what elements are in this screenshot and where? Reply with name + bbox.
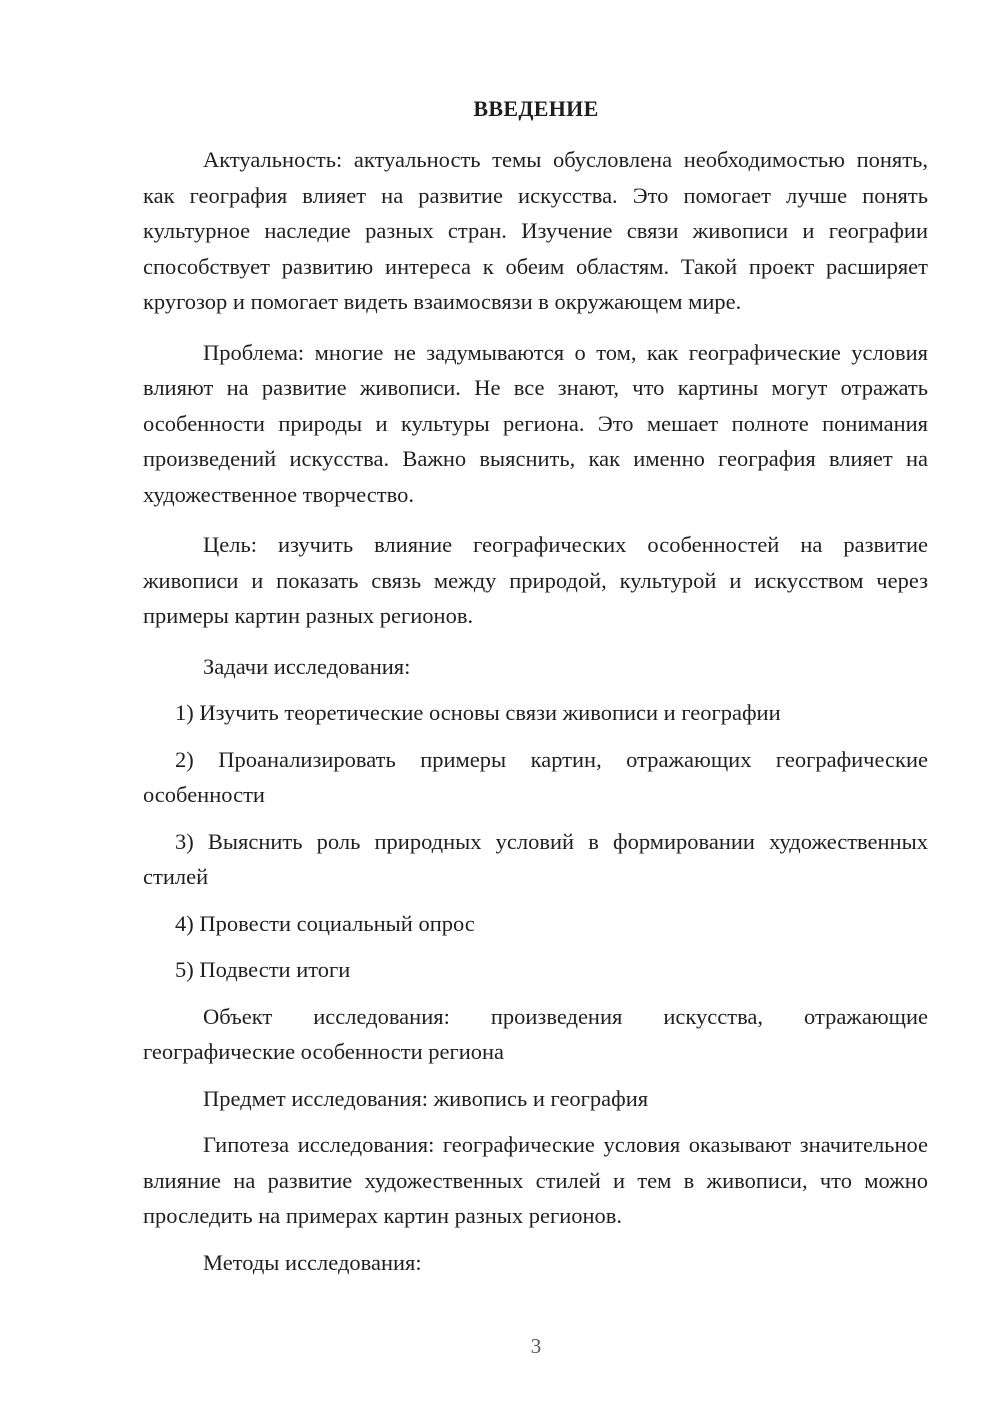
paragraph-subject: Предмет исследования: живопись и география xyxy=(203,1085,649,1111)
paragraph-tasks-heading: Задачи исследования: xyxy=(203,653,411,679)
paragraph-problem: Проблема: многие не задумываются о том, как географические условия влияют на развитие живописи. Не все знают, что картины могут отражать особенности природы и культуры региона. Это мешает полноте понимания произведений искусства. Важно выяснить, как именно география влияет на художественное творчество. xyxy=(143,339,928,507)
paragraph-relevance: Актуальность: актуальность темы обусловлена необходимостью понять, как география влияет на развитие искусства. Это помогает лучше понять культурное наследие разных стран. Изучение связи живописи и географии способствует развитию интереса к обеим областям. Такой проект расширяет кругозор и помогает видеть взаимосвязи в окружающем мире. xyxy=(143,147,928,314)
paragraph-methods-heading: Методы исследования: xyxy=(203,1249,422,1275)
body-text xyxy=(143,142,928,1295)
list-item: 4) Провести социальный опрос xyxy=(175,910,475,936)
paragraph-object: Объект исследования: произведения искусства, отражающие географические особенности региона xyxy=(143,1003,928,1064)
list-item: 2) Проанализировать примеры картин, отражающих географические особенности xyxy=(143,746,928,807)
tasks-list xyxy=(143,695,928,988)
list-item: 1) Изучить теоретические основы связи живописи и географии xyxy=(175,700,781,725)
page-number: 3 xyxy=(530,1334,542,1358)
list-item: 3) Выяснить роль природных условий в формировании художественных стилей xyxy=(143,828,928,889)
paragraph-goal: Цель: изучить влияние географических особенностей на развитие живописи и показать связь между природой, культурой и искусством через примеры картин разных регионов. xyxy=(143,532,928,628)
paragraph-hypothesis: Гипотеза исследования: географические условия оказывают значительное влияние на развитие художественных стилей и тем в живописи, что можно проследить на примерах картин разных регионов. xyxy=(143,1132,928,1228)
list-item: 5) Подвести итоги xyxy=(175,957,351,982)
page-title: ВВЕДЕНИЕ xyxy=(473,96,599,121)
